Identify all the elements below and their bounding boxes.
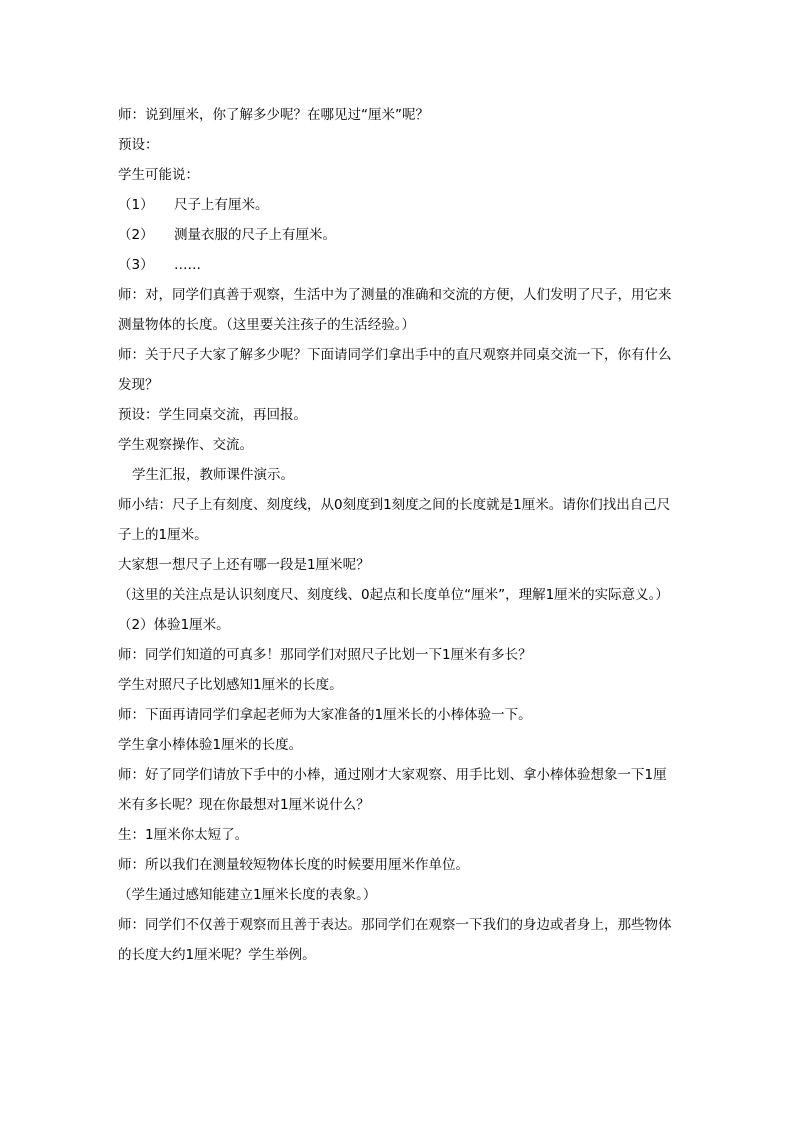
paragraph-preset: 预设： [118,137,159,153]
list-item [118,250,678,280]
paragraph-student-reply: 生：1厘米你太短了。 [118,827,249,843]
paragraph-student-gesture: 学生对照尺子比划感知1厘米的长度。 [118,677,343,693]
paragraph-student-report: 学生汇报，教师课件演示。 [132,467,294,483]
document-body [118,100,678,970]
paragraph-teacher-intro: 师：说到厘米，你了解多少呢？在哪见过“厘米”呢？ [118,107,429,123]
paragraph-teacher-imagine: 师：好了同学们请放下手中的小棒，通过刚才大家观察、用手比划、拿小棒体验想象一下1厘米有多长呢？现在你最想对1厘米说什么？ [118,767,667,813]
list-number: （3） [118,257,154,273]
list-text: 测量衣服的尺子上有厘米。 [174,227,336,243]
paragraph-note-representation: （学生通过感知能建立1厘米长度的表象。） [118,887,377,903]
paragraph-student-operate: 学生观察操作、交流。 [118,437,253,453]
paragraph-students-may-say: 学生可能说： [118,167,199,183]
paragraph-teacher-stick: 师：下面再请同学们拿起老师为大家准备的1厘米长的小棒体验一下。 [118,707,532,723]
paragraph-experience-heading: （2）体验1厘米。 [118,617,230,633]
list-text: 尺子上有厘米。 [174,197,269,213]
paragraph-teacher-observe-ruler: 师：关于尺子大家了解多少呢？下面请同学们拿出手中的直尺观察并同桌交流一下，你有什么发现？ [118,347,672,393]
paragraph-teacher-summary: 师小结：尺子上有刻度、刻度线，从0刻度到1刻度之间的长度就是1厘米。请你们找出自己尺子上的1厘米。 [118,497,671,543]
paragraph-teacher-unit: 师：所以我们在测量较短物体长度的时候要用厘米作单位。 [118,857,469,873]
list-item [118,190,678,220]
paragraph-note-focus: （这里的关注点是认识刻度尺、刻度线、0起点和长度单位“厘米”，理解1厘米的实际意义。） [118,587,669,603]
paragraph-teacher-ruler-invention: 师：对，同学们真善于观察，生活中为了测量的准确和交流的方便，人们发明了尺子，用它来测量物体的长度。（这里要关注孩子的生活经验。） [118,287,672,333]
list-text: …… [174,257,201,273]
list-number: （1） [118,197,154,213]
paragraph-teacher-gesture: 师：同学们知道的可真多！那同学们对照尺子比划一下1厘米有多长？ [118,647,532,663]
paragraph-preset-exchange: 预设：学生同桌交流，再回报。 [118,407,307,423]
list-number: （2） [118,227,154,243]
list-item [118,220,678,250]
paragraph-student-stick: 学生拿小棒体验1厘米的长度。 [118,737,303,753]
paragraph-teacher-examples: 师：同学们不仅善于观察而且善于表达。那同学们在观察一下我们的身边或者身上，那些物体的长度大约1厘米呢？学生举例。 [118,917,672,963]
paragraph-think-segment: 大家想一想尺子上还有哪一段是1厘米呢？ [118,557,370,573]
